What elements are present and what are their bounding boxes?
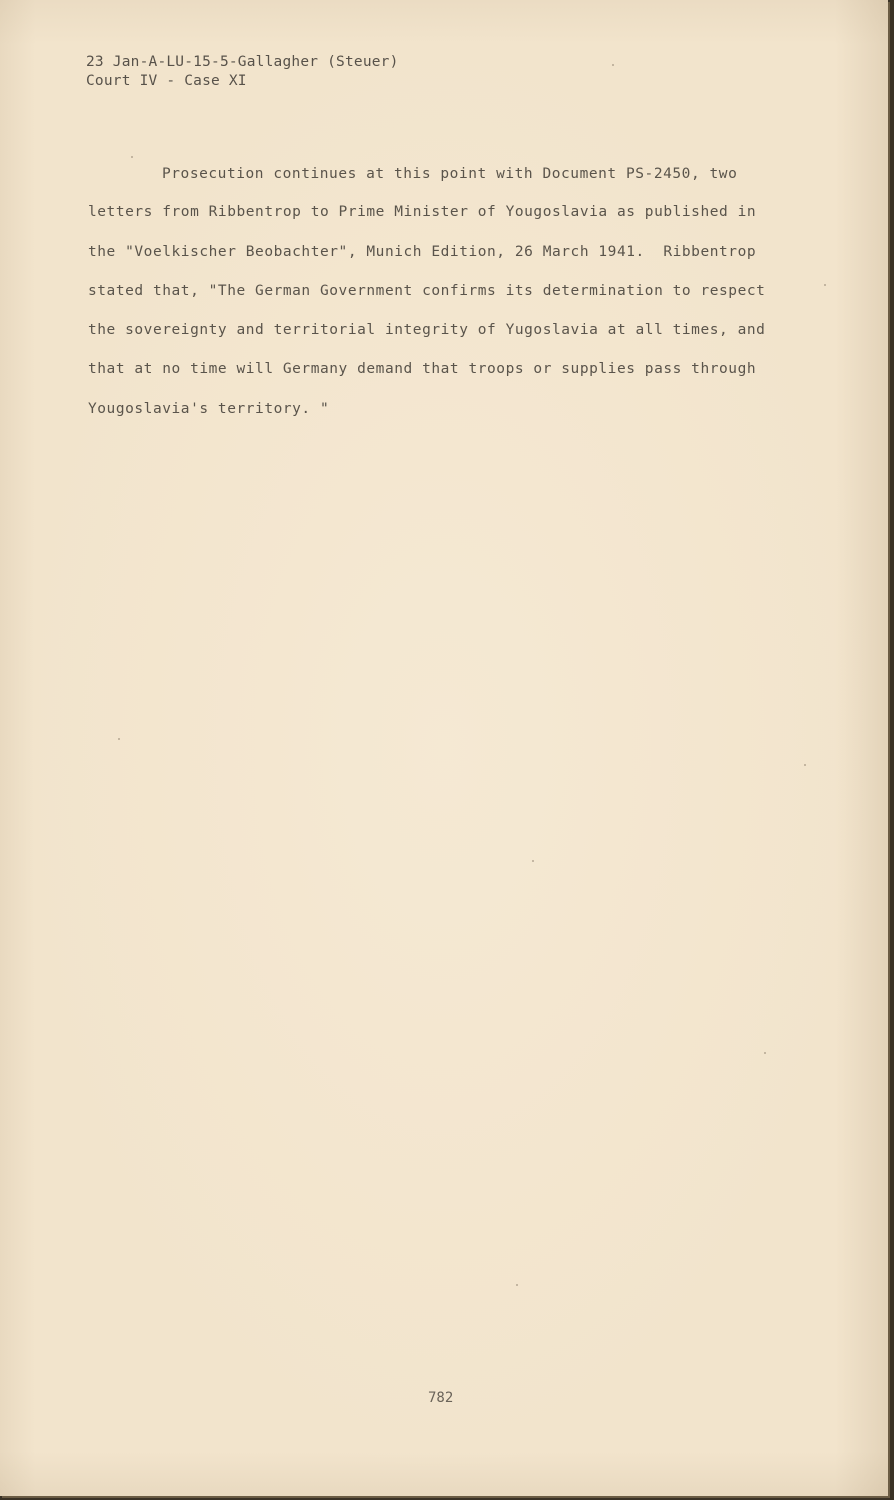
paper-speck xyxy=(516,1284,518,1286)
paper-speck xyxy=(612,64,614,66)
page-number: 782 xyxy=(428,1390,454,1406)
body-text-line: the "Voelkischer Beobachter", Munich Edition, 26 March 1941. Ribbentrop xyxy=(88,244,757,260)
body-text-line: the sovereignty and territorial integrity of Yugoslavia at all times, and xyxy=(88,322,766,338)
body-text-line: letters from Ribbentrop to Prime Minister of Yougoslavia as published in xyxy=(88,204,757,220)
body-text-line: Prosecution continues at this point with Document PS-2450, two xyxy=(162,166,738,182)
document-header-reference: 23 Jan-A-LU-15-5-Gallagher (Steuer) xyxy=(86,54,399,70)
paper-speck xyxy=(532,860,534,862)
paper-speck xyxy=(131,156,133,158)
paper-speck xyxy=(764,1052,766,1054)
paper-speck xyxy=(118,738,120,740)
paper-speck xyxy=(804,764,806,766)
body-text-line: that at no time will Germany demand that troops or supplies pass through xyxy=(88,361,757,377)
body-text-line: stated that, "The German Government confirms its determination to respect xyxy=(88,283,766,299)
paper-speck xyxy=(824,284,826,286)
body-text-line: Yougoslavia's territory. " xyxy=(88,401,330,417)
document-header-court: Court IV - Case XI xyxy=(86,73,247,89)
